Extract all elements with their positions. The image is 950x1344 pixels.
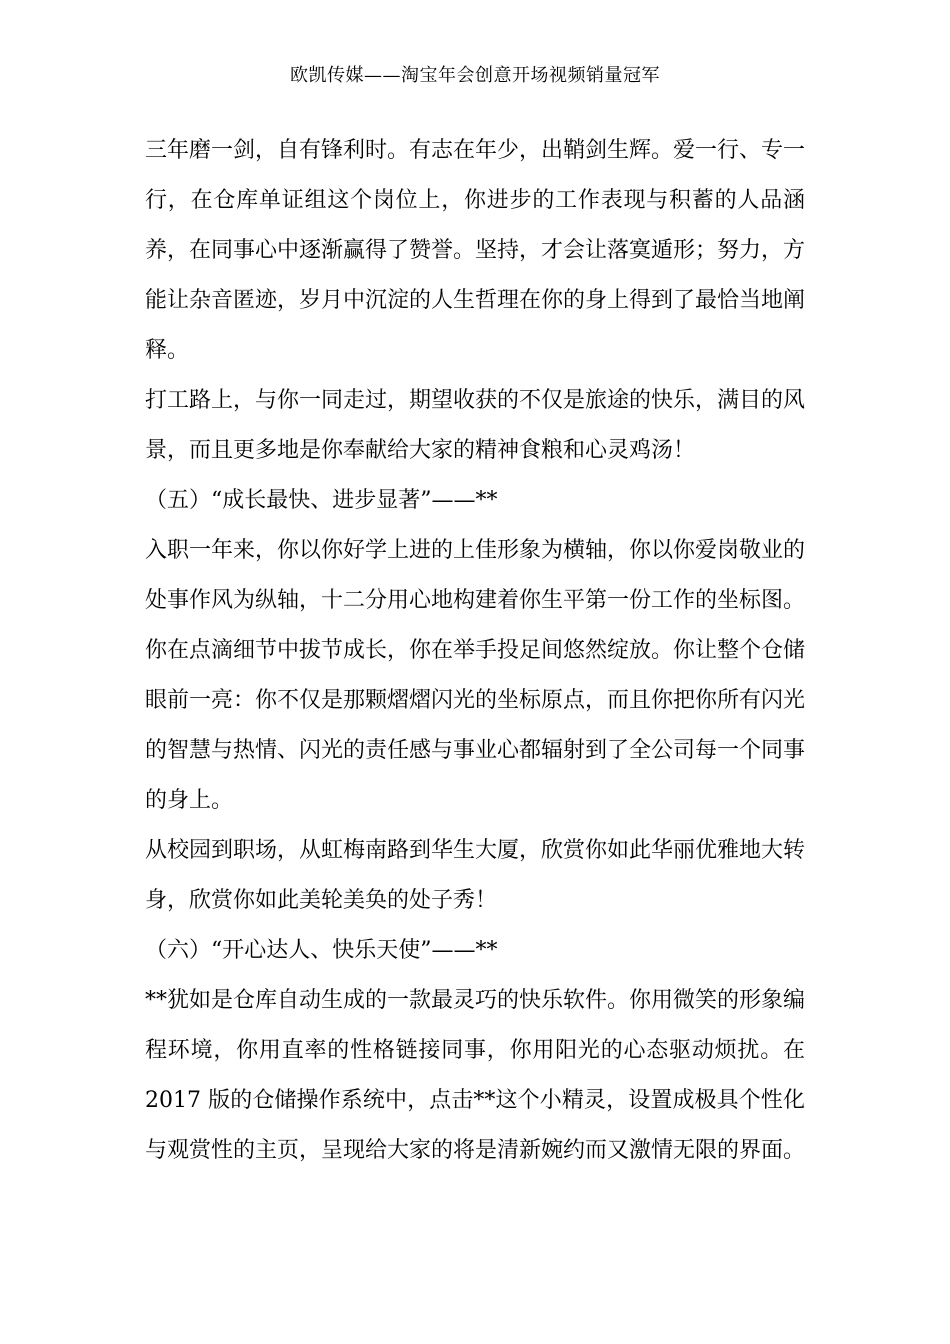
paragraph-2: 打工路上，与你一同走过，期望收获的不仅是旅途的快乐，满目的风景，而且更多地是你奉献给大家的精神食粮和心灵鸡汤！ <box>145 388 806 463</box>
document-body <box>145 126 805 1176</box>
paragraph-1: 三年磨一剑，自有锋利时。有志在年少，出鞘剑生辉。爱一行、专一行，在仓库单证组这个岗位上，你进步的工作表现与积蓄的人品涵养，在同事心中逐渐赢得了赞誉。坚持，才会让落寞遁形；努力，方能让杂音匿迹，岁月中沉淀的人生哲理在你的身上得到了最恰当地阐释。 <box>145 138 806 363</box>
page-header: 欧凯传媒——淘宝年会创意开场视频销量冠军 <box>290 65 660 86</box>
paragraph-4: 从校园到职场，从虹梅南路到华生大厦，欣赏你如此华丽优雅地大转身，欣赏你如此美轮美奂的处子秀！ <box>145 838 806 913</box>
paragraph-5: **犹如是仓库自动生成的一款最灵巧的快乐软件。你用微笑的形象编程环境，你用直率的性格链接同事，你用阳光的心态驱动烦扰。在 2017 版的仓储操作系统中，点击**这个小精灵，设置成极具个性化与观赏性的主页，呈现给大家的将是清新婉约而又激情无限的界面。 <box>145 988 806 1163</box>
paragraph-3: 入职一年来，你以你好学上进的上佳形象为横轴，你以你爱岗敬业的处事作风为纵轴，十二分用心地构建着你生平第一份工作的坐标图。你在点滴细节中拔节成长，你在举手投足间悠然绽放。你让整个仓储眼前一亮：你不仅是那颗熠熠闪光的坐标原点，而且你把你所有闪光的智慧与热情、闪光的责任感与事业心都辐射到了全公司每一个同事的身上。 <box>145 538 806 813</box>
section-heading-5: （五）“成长最快、进步显著”——** <box>145 488 498 513</box>
section-heading-6: （六）“开心达人、快乐天使”——** <box>145 938 498 963</box>
